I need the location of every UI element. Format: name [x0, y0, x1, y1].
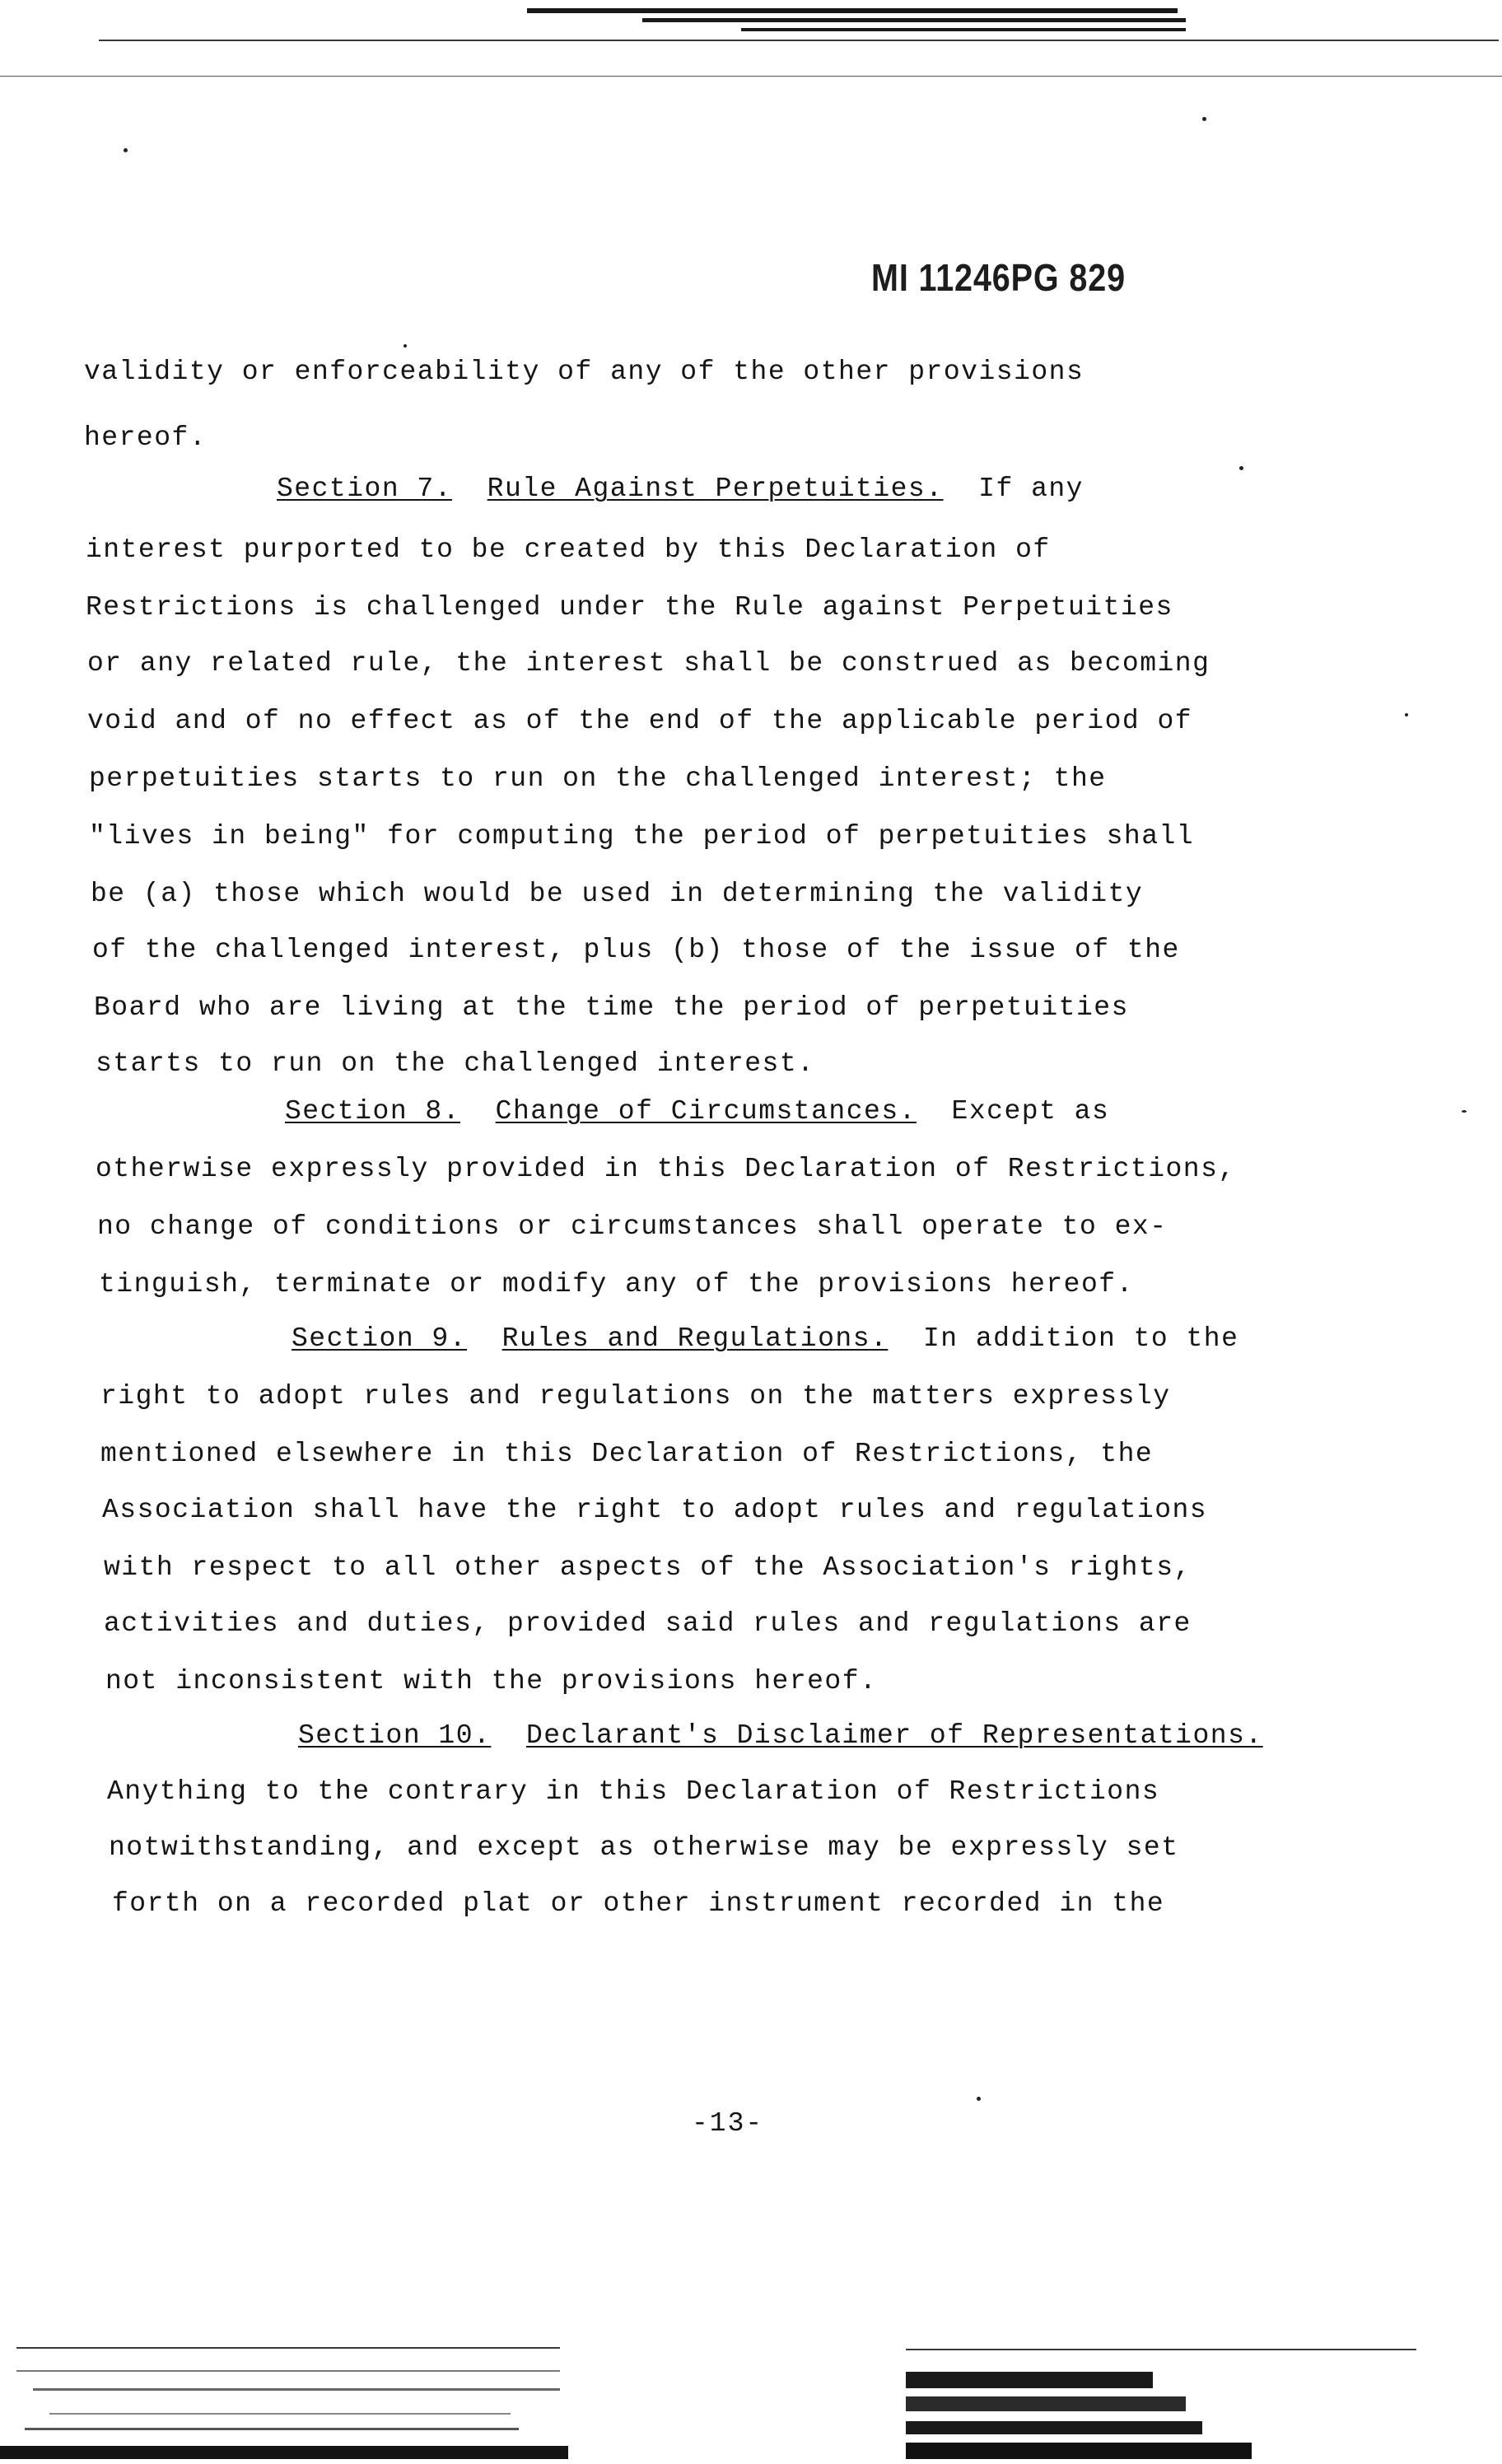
- section-9-title: Rules and Regulations.: [501, 1323, 889, 1354]
- scan-artifact-bottom: [906, 2443, 1252, 2459]
- text-line: otherwise expressly provided in this Declaration of Restrictions,: [96, 1154, 1236, 1184]
- text-line: Anything to the contrary in this Declaration of Restrictions: [107, 1776, 1160, 1807]
- text-line: Restrictions is challenged under the Rule against Perpetuities: [86, 592, 1173, 623]
- text-line: activities and duties, provided said rules and regulations are: [104, 1608, 1192, 1639]
- text-line: hereof.: [84, 422, 208, 453]
- text-line: perpetuities starts to run on the challenged interest; the: [89, 763, 1107, 794]
- scan-artifact-bottom: [906, 2421, 1202, 2434]
- text-line: with respect to all other aspects of the Association's rights,: [104, 1552, 1192, 1583]
- section-10-number: Section 10.: [298, 1720, 492, 1751]
- text-line: mentioned elsewhere in this Declaration of Restrictions, the: [100, 1439, 1154, 1469]
- scan-artifact-bottom: [16, 2370, 560, 2372]
- text-line: void and of no effect as of the end of the applicable period of: [87, 706, 1193, 736]
- scan-artifact-top: [741, 28, 1186, 31]
- speck: [403, 344, 407, 348]
- scan-artifact-bottom: [16, 2347, 560, 2349]
- text-line: "lives in being" for computing the period of perpetuities shall: [89, 821, 1195, 852]
- page-number: -13-: [692, 2108, 764, 2139]
- text-line: or any related rule, the interest shall be construed as becoming: [87, 648, 1210, 679]
- section-7-lead: If any: [978, 474, 1084, 504]
- text-line: notwithstanding, and except as otherwise may be expressly set: [109, 1832, 1179, 1863]
- scan-artifact-bottom: [33, 2388, 560, 2391]
- text-line: validity or enforceability of any of the other provisions: [84, 357, 1085, 387]
- section-7-heading-line: [277, 473, 1084, 506]
- scan-artifact-top: [642, 18, 1186, 22]
- section-7-title: Rule Against Perpetuities.: [487, 474, 944, 504]
- section-9-number: Section 9.: [292, 1323, 468, 1354]
- text-line: no change of conditions or circumstances shall operate to ex-: [97, 1211, 1168, 1242]
- scan-artifact-bottom: [906, 2349, 1416, 2350]
- speck: [1202, 117, 1206, 121]
- scan-artifact-bottom: [25, 2428, 519, 2430]
- scan-artifact-top: [99, 40, 1499, 41]
- speck: [1462, 1110, 1467, 1113]
- section-9-heading-line: [292, 1323, 1238, 1356]
- scan-artifact-bottom: [0, 2446, 568, 2459]
- scan-artifact-top: [0, 76, 1502, 77]
- section-7-number: Section 7.: [277, 474, 453, 504]
- section-9-lead: In addition to the: [922, 1323, 1239, 1354]
- text-line: right to adopt rules and regulations on the matters expressly: [100, 1381, 1171, 1412]
- scan-artifact-top: [527, 8, 1178, 13]
- speck: [1239, 466, 1243, 470]
- scan-artifact-bottom: [906, 2372, 1153, 2388]
- text-line: starts to run on the challenged interest.: [96, 1048, 815, 1079]
- text-line: tinguish, terminate or modify any of the provisions hereof.: [99, 1269, 1134, 1300]
- text-line: Board who are living at the time the period of perpetuities: [94, 992, 1129, 1023]
- section-10-heading-line: [298, 1720, 1263, 1752]
- section-8-heading-line: [285, 1095, 1109, 1128]
- section-8-lead: Except as: [951, 1096, 1110, 1127]
- section-10-title: Declarant's Disclaimer of Representations.: [525, 1720, 1263, 1751]
- book-page-stamp: MI 11246PG 829: [871, 256, 1126, 299]
- speck: [977, 2097, 981, 2101]
- text-line: forth on a recorded plat or other instrument recorded in the: [112, 1888, 1165, 1919]
- text-line: be (a) those which would be used in determining the validity: [91, 879, 1144, 909]
- text-line: not inconsistent with the provisions hereof.: [105, 1666, 878, 1696]
- section-8-number: Section 8.: [285, 1096, 461, 1127]
- text-line: Association shall have the right to adopt rules and regulations: [102, 1495, 1208, 1525]
- text-line: interest purported to be created by this Declaration of: [86, 534, 1051, 565]
- speck: [124, 148, 128, 152]
- scan-artifact-bottom: [906, 2396, 1186, 2411]
- scan-artifact-bottom: [49, 2413, 511, 2415]
- speck: [1405, 713, 1408, 716]
- section-8-title: Change of Circumstances.: [495, 1096, 917, 1127]
- text-line: of the challenged interest, plus (b) those of the issue of the: [92, 935, 1180, 965]
